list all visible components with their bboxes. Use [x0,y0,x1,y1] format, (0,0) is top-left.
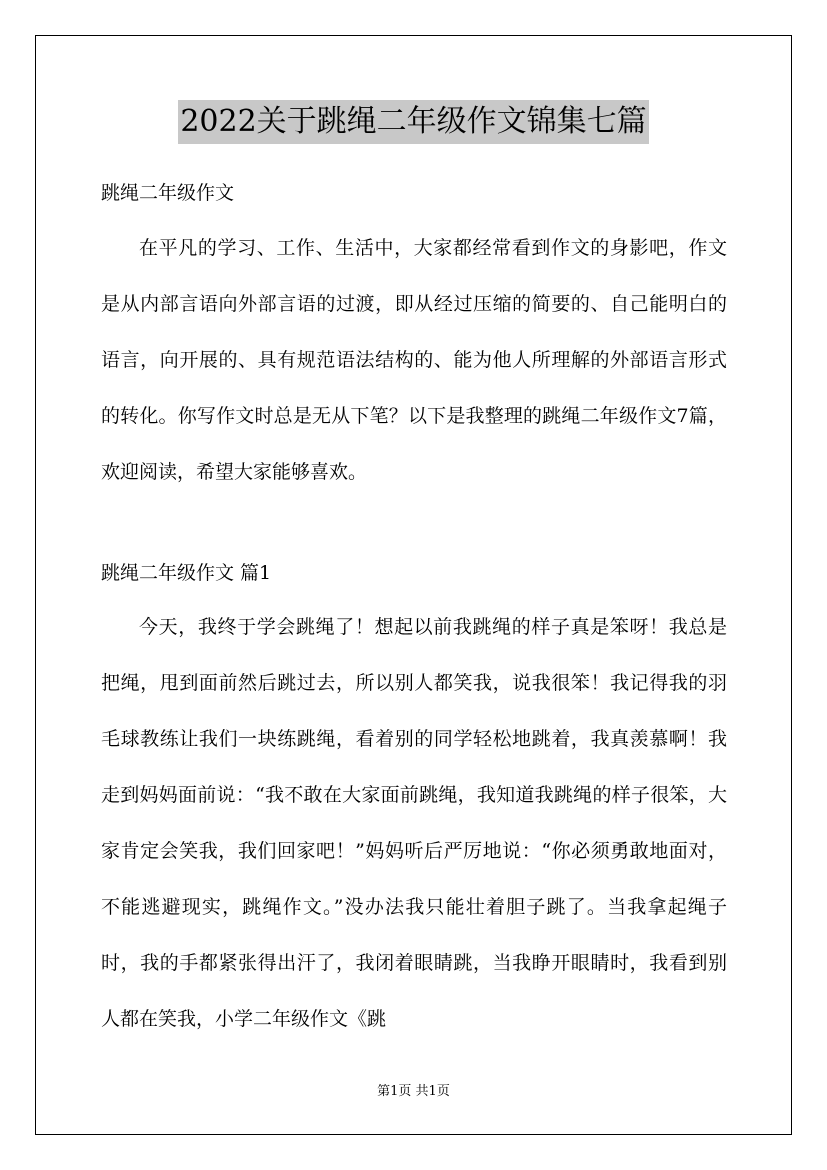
title-container [0,100,827,144]
section1-paragraph: 今天，我终于学会跳绳了！想起以前我跳绳的样子真是笨呀！我总是把绳，甩到面前然后跳过去，所以别人都笑我，说我很笨！我记得我的羽毛球教练让我们一块练跳绳，看着别的同学轻松地跳着，我真羡慕啊！我走到妈妈面前说：“我不敢在大家面前跳绳，我知道我跳绳的样子很笨，大家肯定会笑我，我们回家吧！”妈妈听后严厉地说：“你必须勇敢地面对，不能逃避现实，跳绳作文。”没办法我只能壮着胆子跳了。当我拿起绳子时，我的手都紧张得出汗了，我闭着眼睛跳，当我睁开眼睛时，我看到别人都在笑我，小学二年级作文《跳 [101,616,727,1030]
page-footer: 第1页 共1页 [377,1084,450,1099]
intro-paragraph: 在平凡的学习、工作、生活中，大家都经常看到作文的身影吧，作文是从内部言语向外部言语的过渡，即从经过压缩的简要的、自己能明白的语言，向开展的、具有规范语法结构的、能为他人所理解的外部语言形式的转化。你写作文时总是无从下笔？以下是我整理的跳绳二年级作文7篇，欢迎阅读，希望大家能够喜欢。 [101,237,727,483]
document-title: 2022关于跳绳二年级作文锦集七篇 [178,100,648,144]
section1-heading: 跳绳二年级作文 篇1 [101,562,272,584]
intro-heading: 跳绳二年级作文 [101,182,235,204]
